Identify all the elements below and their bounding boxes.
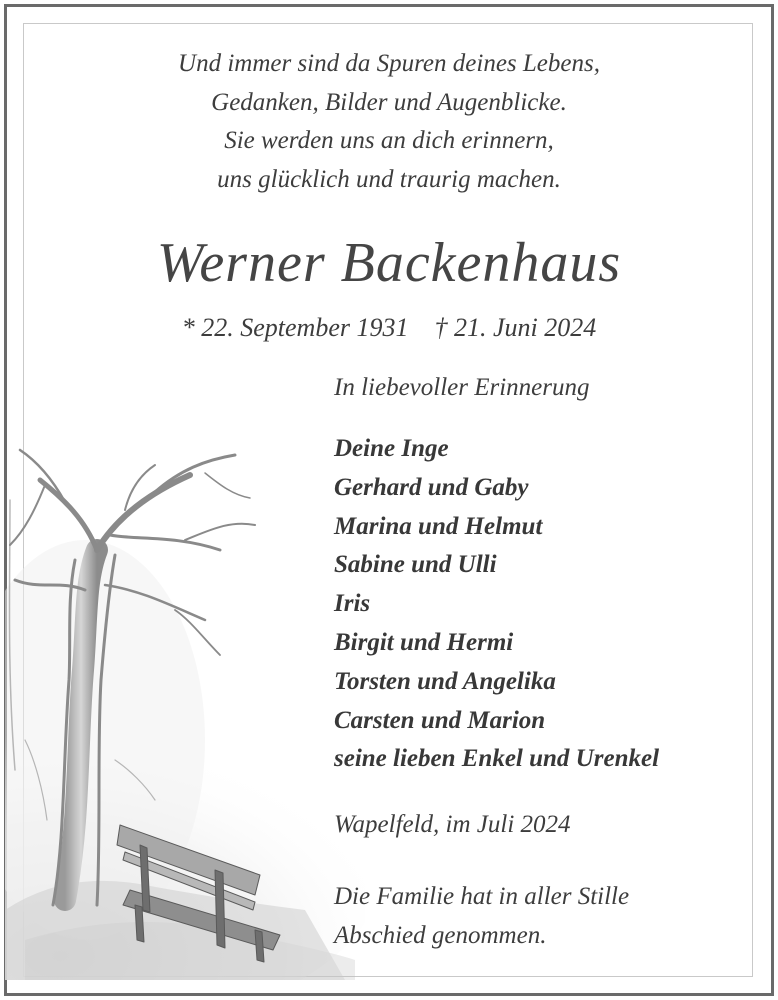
closing-note-line: Abschied genommen. <box>334 922 547 949</box>
poem <box>0 45 778 199</box>
death-date: † 21. Juni 2024 <box>434 313 597 342</box>
mourner-entry: Torsten und Angelika <box>334 667 556 695</box>
mourner-entry: Deine Inge <box>334 435 449 462</box>
mourner-entry: Iris <box>334 590 371 618</box>
poem-line: Und immer sind da Spuren deines Lebens, <box>178 50 600 77</box>
place-and-date: Wapelfeld, im Juli 2024 <box>334 811 571 838</box>
mourner-entry: Birgit und Hermi <box>334 628 514 656</box>
tree-bench-illustration <box>5 440 365 980</box>
mourner-entry: Sabine und Ulli <box>334 551 497 579</box>
closing-note <box>334 877 629 955</box>
life-dates <box>0 310 778 346</box>
mourners-list <box>334 430 659 779</box>
memory-line: In liebevoller Erinnerung <box>334 374 590 401</box>
mourner-entry: seine lieben Enkel und Urenkel <box>334 745 660 773</box>
deceased-name: Werner Backenhaus <box>156 232 622 294</box>
mourner-entry: Gerhard und Gaby <box>334 473 529 501</box>
poem-line: uns glücklich und traurig machen. <box>217 165 561 193</box>
mourner-entry: Carsten und Marion <box>334 706 546 734</box>
birth-date: * 22. September 1931 <box>181 313 409 342</box>
closing-note-line: Die Familie hat in aller Stille <box>334 883 630 910</box>
poem-line: Sie werden uns an dich erinnern, <box>224 127 554 154</box>
poem-line: Gedanken, Bilder und Augenblicke. <box>211 88 567 116</box>
mourner-entry: Marina und Helmut <box>334 512 543 540</box>
